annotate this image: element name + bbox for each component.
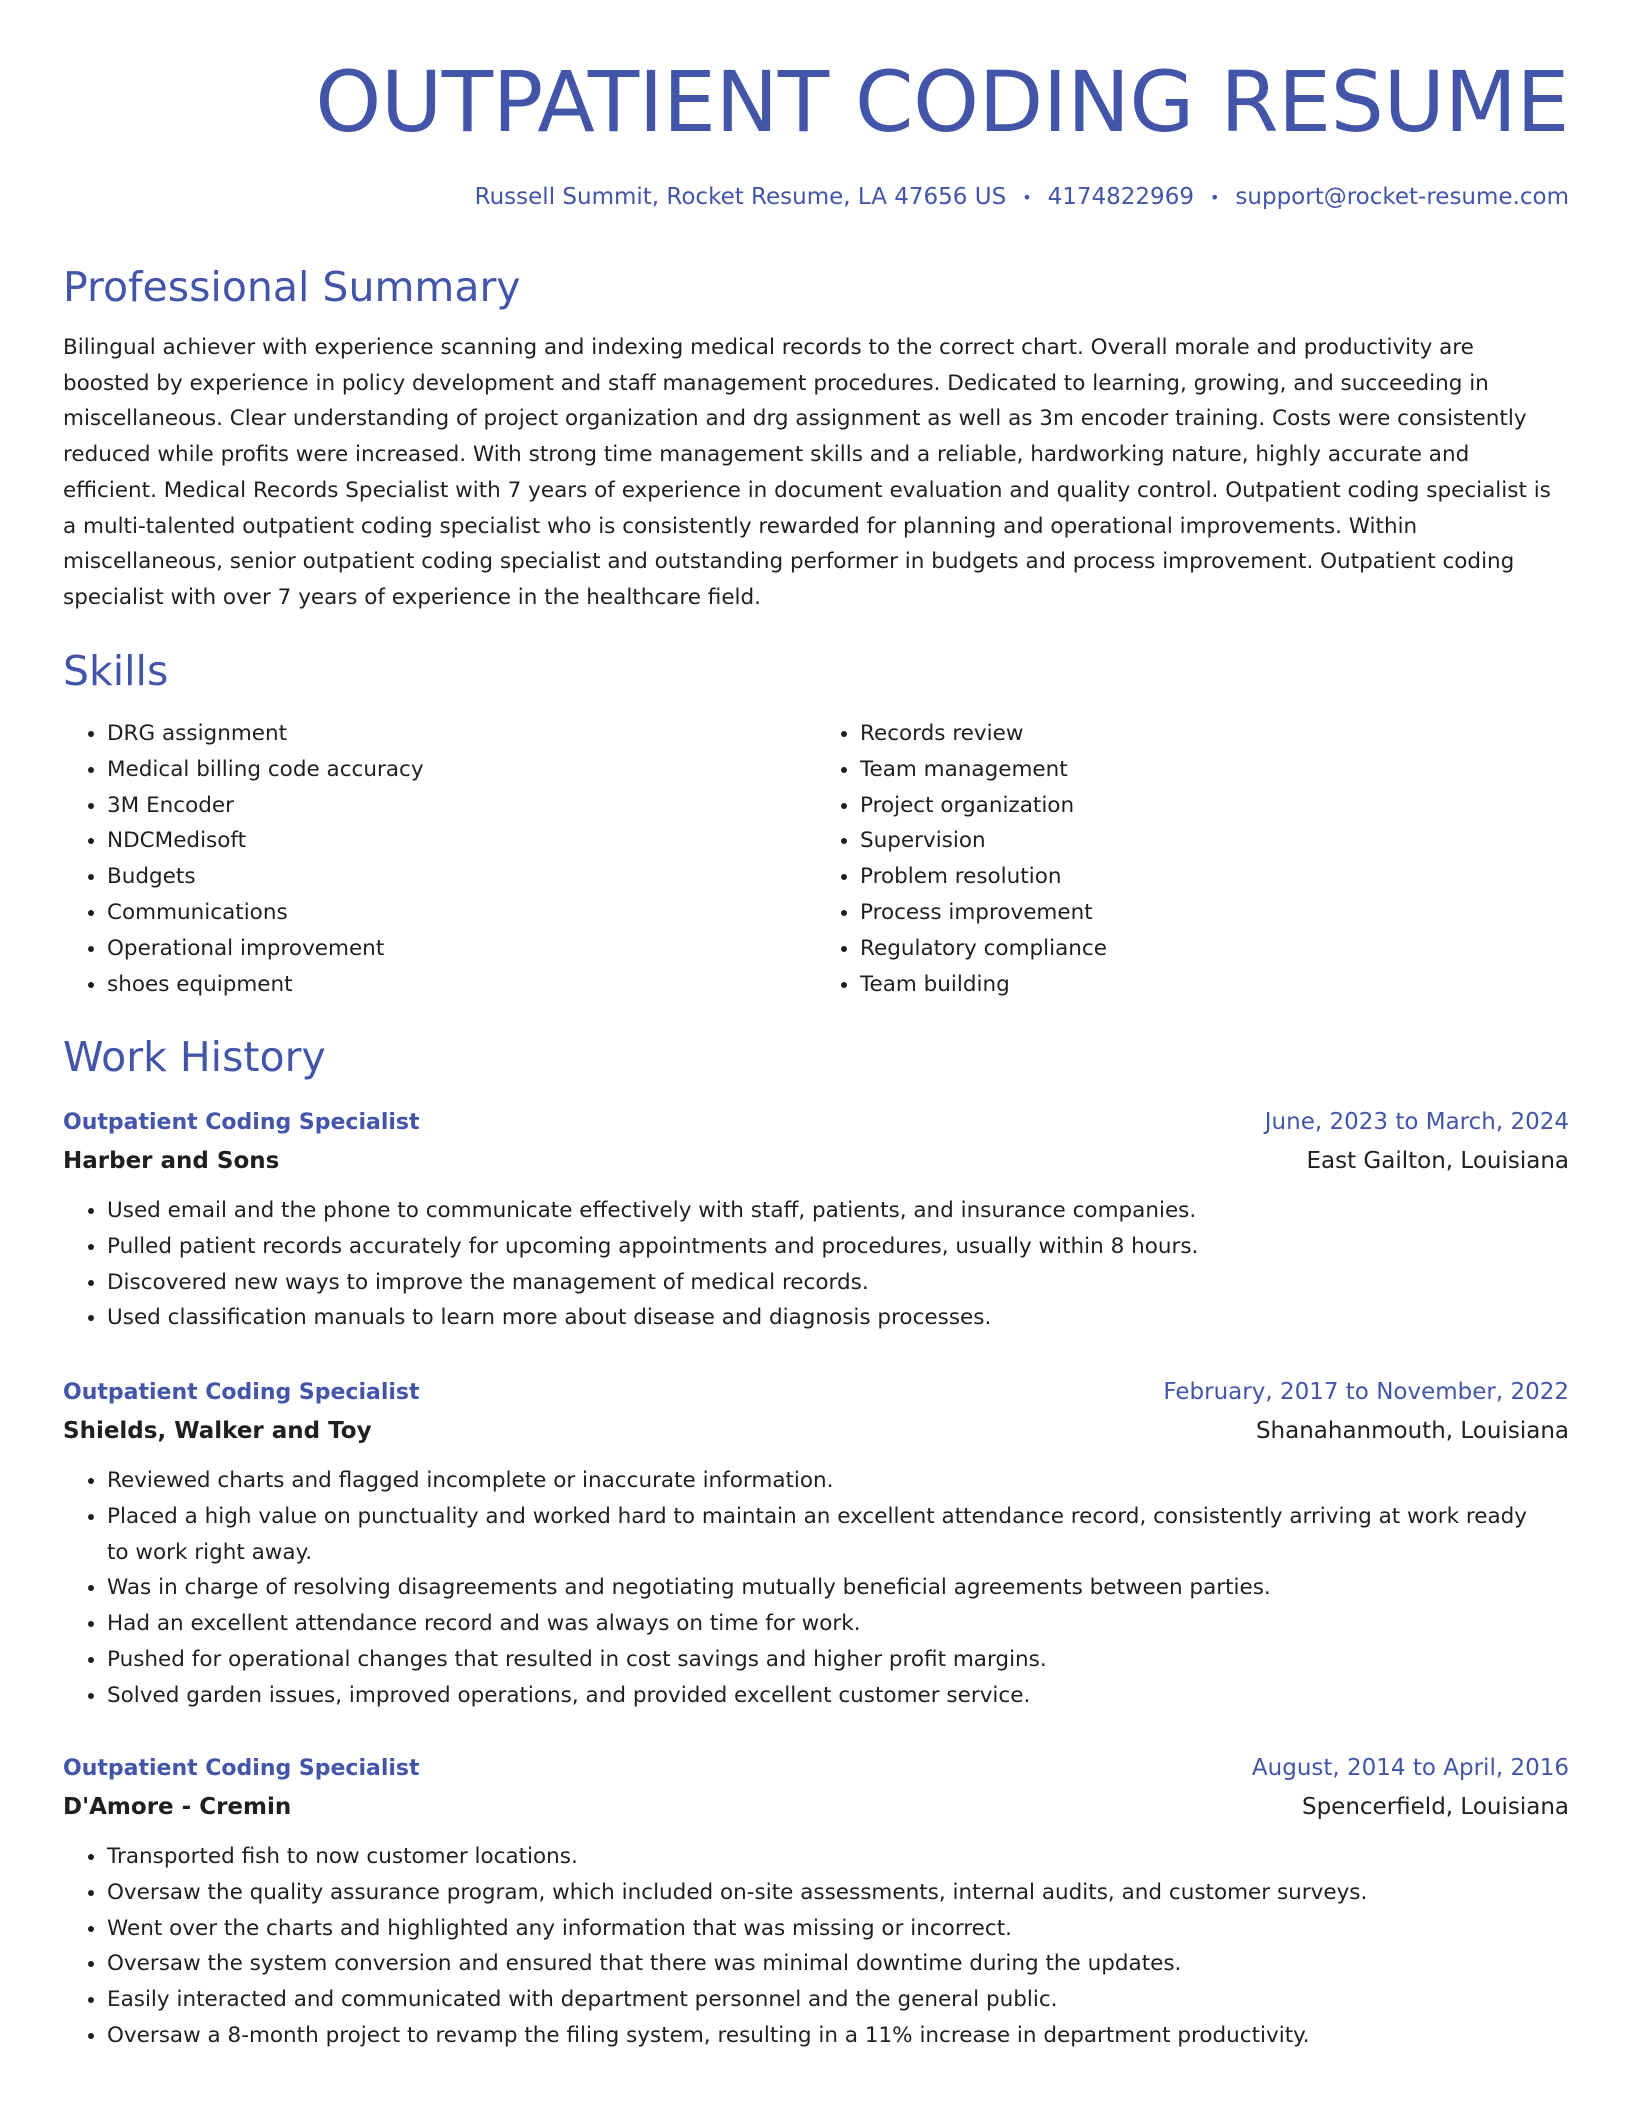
- skill-item: • Regulatory compliance: [860, 931, 1569, 967]
- job-bullet: • Used email and the phone to communicate effectively with staff, patients, and insurance companies.: [107, 1193, 1569, 1229]
- contact-separator: •: [1022, 188, 1032, 207]
- job-entry: [63, 1750, 1569, 2054]
- skill-item: • 3M Encoder: [107, 788, 816, 824]
- skill-item: • Medical billing code accuracy: [107, 752, 816, 788]
- summary-heading: Professional Summary: [63, 263, 521, 311]
- job-company: Shields, Walker and Toy: [63, 1418, 372, 1444]
- skill-item: • Problem resolution: [860, 859, 1569, 895]
- contact-line: [475, 184, 1569, 210]
- job-company-row: [63, 1141, 1569, 1181]
- contact-address: Russell Summit, Rocket Resume, LA 47656 US: [474, 184, 1007, 210]
- job-title-row: [63, 1104, 1569, 1141]
- job-bullet-list: [63, 1193, 1569, 1336]
- skill-item: • Project organization: [860, 788, 1569, 824]
- job-bullet: • Easily interacted and communicated with department personnel and the general public.: [107, 1982, 1569, 2018]
- job-dates: June, 2023 to March, 2024: [1264, 1109, 1569, 1135]
- job-entry: [63, 1104, 1569, 1336]
- skill-item: • NDCMedisoft: [107, 823, 816, 859]
- job-bullet: • Discovered new ways to improve the management of medical records.: [107, 1265, 1569, 1301]
- skill-item: • Communications: [107, 895, 816, 931]
- job-bullet: • Pushed for operational changes that resulted in cost savings and higher profit margins.: [107, 1642, 1569, 1678]
- job-dates: February, 2017 to November, 2022: [1163, 1379, 1569, 1405]
- job-bullet: • Was in charge of resolving disagreements and negotiating mutually beneficial agreements between parties.: [107, 1570, 1569, 1606]
- job-company: D'Amore - Cremin: [63, 1794, 292, 1820]
- skills-list-right: [816, 716, 1569, 1002]
- skill-item: • Supervision: [860, 823, 1569, 859]
- skill-item: • Records review: [860, 716, 1569, 752]
- job-bullet: • Pulled patient records accurately for upcoming appointments and procedures, usually within 8 hours.: [107, 1229, 1569, 1265]
- skill-item: • Budgets: [107, 859, 816, 895]
- job-title: Outpatient Coding Specialist: [63, 1756, 420, 1781]
- job-company-row: [63, 1787, 1569, 1827]
- work-history-heading: Work History: [63, 1033, 326, 1081]
- job-title-row: [63, 1750, 1569, 1787]
- skills-list-left: [63, 716, 816, 1002]
- skill-item: • Team building: [860, 967, 1569, 1003]
- job-location: Spencerfield, Louisiana: [1301, 1794, 1569, 1820]
- resume-title: OUTPATIENT CODING RESUME: [315, 53, 1569, 151]
- job-bullet: • Oversaw the quality assurance program, which included on-site assessments, internal audits, and customer surveys.: [107, 1875, 1569, 1911]
- job-bullet: • Went over the charts and highlighted any information that was missing or incorrect.: [107, 1911, 1569, 1947]
- job-bullet: • Transported fish to now customer locations.: [107, 1839, 1569, 1875]
- job-company: Harber and Sons: [63, 1148, 280, 1174]
- job-bullet: • Oversaw the system conversion and ensured that there was minimal downtime during the updates.: [107, 1946, 1569, 1982]
- job-company-row: [63, 1411, 1569, 1451]
- summary-text: Bilingual achiever with experience scanning and indexing medical records to the correct chart. Overall morale and productivity are boosted by experience in policy development and staff management procedures. Dedicated to learning, growing, and succeeding in miscellaneous. Clear understanding of project organization and drg assignment as well as 3m encoder training. Costs were consistently reduced while profits were increased. With strong time management skills and a reliable, hardworking nature, highly accurate and efficient. Medical Records Specialist with 7 years of experience in document evaluation and quality control. Outpatient coding specialist is a multi-talented outpatient coding specialist who is consistently rewarded for planning and operational improvements. Within miscellaneous, senior outpatient coding specialist and outstanding performer in budgets and process improvement. Outpatient coding specialist with over 7 years of experience in the healthcare field.: [63, 335, 1551, 610]
- job-title: Outpatient Coding Specialist: [63, 1380, 420, 1405]
- job-dates: August, 2014 to April, 2016: [1251, 1755, 1569, 1781]
- contact-email[interactable]: support@rocket-resume.com: [1235, 184, 1569, 210]
- job-bullet-list: [63, 1839, 1569, 2054]
- skill-item: • Team management: [860, 752, 1569, 788]
- job-bullet: • Used classification manuals to learn more about disease and diagnosis processes.: [107, 1300, 1569, 1336]
- skill-item: • shoes equipment: [107, 967, 816, 1003]
- skill-item: • DRG assignment: [107, 716, 816, 752]
- job-title-row: [63, 1374, 1569, 1411]
- job-entry: [63, 1374, 1569, 1714]
- contact-separator: •: [1209, 188, 1220, 207]
- job-bullet: • Reviewed charts and flagged incomplete or inaccurate information.: [107, 1463, 1569, 1499]
- job-bullet-list: [63, 1463, 1569, 1714]
- job-bullet: • Solved garden issues, improved operations, and provided excellent customer service.: [107, 1678, 1569, 1714]
- skill-item: • Operational improvement: [107, 931, 816, 967]
- job-location: Shanahanmouth, Louisiana: [1255, 1418, 1569, 1444]
- skills-columns: [63, 716, 1569, 1002]
- job-bullet: • Oversaw a 8-month project to revamp the filing system, resulting in a 11% increase in department productivity.: [107, 2018, 1569, 2054]
- contact-phone[interactable]: 4174822969: [1047, 184, 1194, 210]
- job-bullet: • Had an excellent attendance record and was always on time for work.: [107, 1606, 1569, 1642]
- skill-item: • Process improvement: [860, 895, 1569, 931]
- job-bullet: • Placed a high value on punctuality and worked hard to maintain an excellent attendance record, consistently arriving at work ready to work right away.: [107, 1499, 1569, 1571]
- job-location: East Gailton, Louisiana: [1306, 1148, 1569, 1174]
- skills-heading: Skills: [63, 647, 169, 695]
- job-title: Outpatient Coding Specialist: [63, 1110, 420, 1135]
